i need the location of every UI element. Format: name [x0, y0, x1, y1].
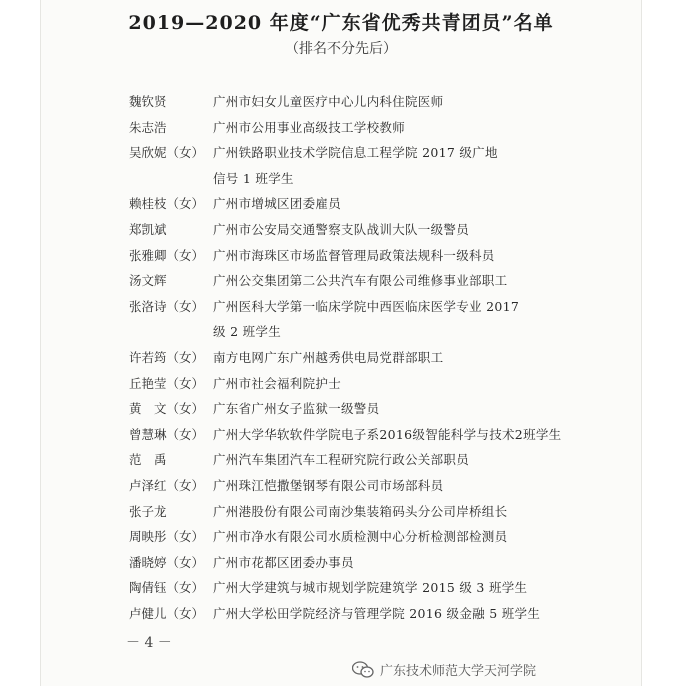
honoree-name: 吴欣妮（女） — [129, 145, 205, 161]
document-page — [40, 0, 642, 686]
honoree-description: 广州大学松田学院经济与管理学院 2016 级金融 5 班学生 — [213, 606, 541, 621]
honoree-description: 广州大学华软软件学院电子系2016级智能科学与技术2班学生 — [213, 426, 562, 442]
honoree-description: 南方电网广东广州越秀供电局党群部职工 — [213, 350, 444, 365]
honoree-name: 朱志浩 — [129, 119, 167, 135]
wechat-icon — [352, 661, 374, 679]
page-title: 2019—2020 年度“广东省优秀共青团员”名单 — [128, 12, 554, 34]
honoree-name: 许若筠（女） — [129, 350, 205, 365]
honoree-name: 范 禹 — [129, 452, 167, 468]
honoree-name: 汤文辉 — [129, 273, 167, 289]
honoree-description: 广州铁路职业技术学院信息工程学院 2017 级广地 — [213, 145, 498, 161]
honoree-description: 信号 1 班学生 — [213, 170, 294, 186]
honoree-description: 广州市净水有限公司水质检测中心分析检测部检测员 — [213, 529, 508, 545]
honoree-description: 广州大学建筑与城市规划学院建筑学 2015 级 3 班学生 — [213, 580, 528, 596]
honoree-name: 张子龙 — [129, 503, 167, 519]
watermark — [352, 660, 536, 679]
honoree-description: 广东省广州女子监狱一级警员 — [213, 401, 380, 417]
honoree-name: 丘艳莹（女） — [129, 375, 205, 391]
honoree-description: 广州医科大学第一临床学院中西医临床医学专业 2017 — [213, 298, 520, 314]
honoree-description: 广州市花都区团委办事员 — [213, 554, 354, 570]
honoree-description: 广州市公安局交通警察支队战训大队一级警员 — [213, 222, 470, 237]
honoree-description: 广州汽车集团汽车工程研究院行政公关部职员 — [213, 452, 470, 468]
honoree-name: 潘晓婷（女） — [129, 554, 205, 570]
honoree-description: 广州市公用事业高级技工学校教师 — [213, 119, 406, 135]
page-subtitle: （排名不分先后） — [285, 41, 397, 57]
honoree-description: 广州珠江恺撒堡钢琴有限公司市场部科员 — [213, 478, 444, 493]
honoree-name: 赖桂枝（女） — [129, 196, 205, 212]
honoree-description: 广州公交集团第二公共汽车有限公司维修事业部职工 — [213, 273, 508, 289]
honoree-name: 张雅卿（女） — [129, 247, 205, 263]
watermark-text: 广东技术师范大学天河学院 — [380, 664, 537, 679]
honoree-name: 卢泽红（女） — [129, 478, 205, 493]
honoree-name: 陶倩钰（女） — [129, 580, 205, 596]
honoree-name: 卢健儿（女） — [129, 606, 205, 621]
honoree-description: 广州市社会福利院护士 — [213, 375, 342, 391]
honoree-description: 广州市增城区团委雇员 — [213, 196, 342, 212]
honoree-name: 郑凯斌 — [129, 222, 167, 237]
honoree-name: 周映彤（女） — [129, 529, 205, 545]
honoree-description: 广州市妇女儿童医疗中心儿内科住院医师 — [213, 94, 444, 109]
honoree-description: 级 2 班学生 — [213, 324, 281, 340]
page-number: － 4 － — [126, 635, 172, 651]
honoree-name: 曾慧琳（女） — [129, 426, 205, 442]
honoree-name: 张洛诗（女） — [129, 298, 205, 314]
honoree-description: 广州港股份有限公司南沙集装箱码头分公司岸桥组长 — [213, 503, 508, 519]
honoree-name: 黄 文（女） — [129, 401, 205, 417]
honoree-description: 广州市海珠区市场监督管理局政策法规科一级科员 — [213, 247, 495, 263]
honoree-name: 魏钦贤 — [129, 94, 167, 109]
